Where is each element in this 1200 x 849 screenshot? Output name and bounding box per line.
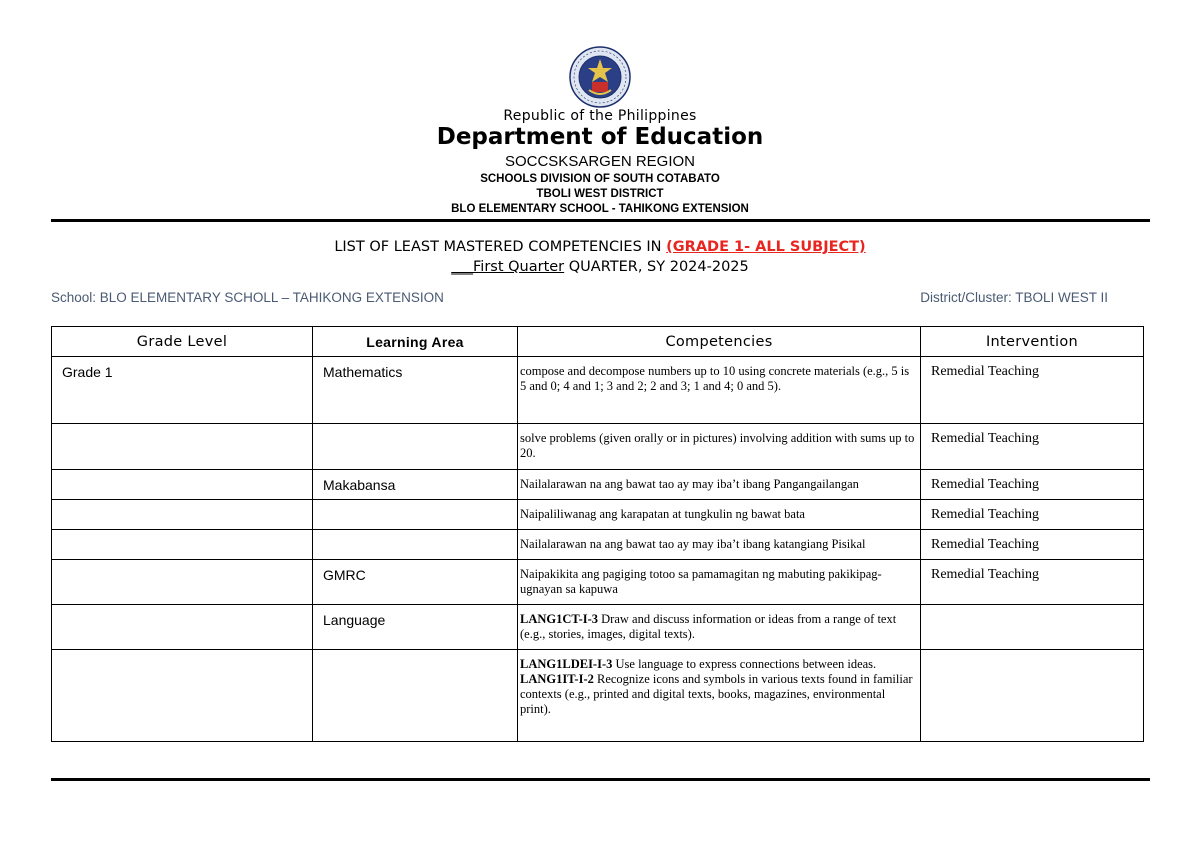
republic-line: Republic of the Philippines — [503, 108, 697, 124]
cell-competency — [518, 650, 921, 742]
header-learning-area: Learning Area — [313, 327, 518, 357]
cell-grade — [52, 650, 313, 742]
table-row — [52, 650, 1144, 742]
cell-competency — [518, 605, 921, 650]
cell-area: Mathematics — [313, 357, 518, 424]
cell-area: Language — [313, 605, 518, 650]
cell-competency: Nailalarawan na ang bawat tao ay may iba’t ibang katangiang Pisikal — [518, 530, 921, 560]
school-field: School: BLO ELEMENTARY SCHOLL – TAHIKONG EXTENSION — [51, 290, 444, 305]
quarter-line — [0, 259, 1200, 275]
district-line: TBOLI WEST DISTRICT — [536, 188, 664, 200]
cell-grade — [52, 605, 313, 650]
header-divider — [51, 219, 1150, 222]
cell-intervention: Remedial Teaching — [921, 424, 1144, 470]
competencies-table — [51, 326, 1144, 742]
cell-intervention: Remedial Teaching — [921, 560, 1144, 605]
cell-grade — [52, 530, 313, 560]
competency-code: LANG1IT-I-2 — [520, 672, 594, 686]
cell-intervention: Remedial Teaching — [921, 470, 1144, 500]
competency-text: Use language to express connections between ideas. — [612, 657, 877, 671]
quarter-suffix: QUARTER, SY 2024-2025 — [564, 259, 749, 275]
cell-grade — [52, 470, 313, 500]
cell-grade — [52, 500, 313, 530]
cell-area: Makabansa — [313, 470, 518, 500]
title-prefix: LIST OF LEAST MASTERED COMPETENCIES IN — [334, 239, 667, 255]
competency-code: LANG1CT-I-3 — [520, 612, 599, 626]
competency-code: LANG1LDEI-I-3 — [520, 657, 613, 671]
table-header-row — [52, 327, 1144, 357]
table-row — [52, 605, 1144, 650]
document-title — [0, 239, 1200, 255]
competency-text: Recognize icons and symbols in various texts found in familiar contexts (e.g., printed and digital texts, books, magazines, environmental print). — [520, 672, 913, 716]
cell-area: GMRC — [313, 560, 518, 605]
cell-intervention — [921, 605, 1144, 650]
competency-text: Draw and discuss information or ideas from a range of text (e.g., stories, images, digital texts). — [520, 612, 897, 641]
district-field: District/Cluster: TBOLI WEST II — [920, 290, 1108, 305]
title-accent: (GRADE 1- ALL SUBJECT) — [666, 239, 866, 255]
cell-grade: Grade 1 — [52, 357, 313, 424]
cell-competency: solve problems (given orally or in pictures) involving addition with sums up to 20. — [518, 424, 921, 470]
division-line: SCHOOLS DIVISION OF SOUTH COTABATO — [480, 173, 720, 185]
deped-seal-icon — [562, 46, 638, 108]
header-grade-level: Grade Level — [52, 327, 313, 357]
cell-intervention: Remedial Teaching — [921, 500, 1144, 530]
header-competencies: Competencies — [518, 327, 921, 357]
cell-grade — [52, 560, 313, 605]
cell-area — [313, 500, 518, 530]
cell-area — [313, 530, 518, 560]
cell-intervention: Remedial Teaching — [921, 357, 1144, 424]
cell-competency: Nailalarawan na ang bawat tao ay may iba’t ibang Pangangailangan — [518, 470, 921, 500]
table-row — [52, 530, 1144, 560]
cell-grade — [52, 424, 313, 470]
table-row — [52, 470, 1144, 500]
cell-intervention — [921, 650, 1144, 742]
cell-competency: Naipaliliwanag ang karapatan at tungkulin ng bawat bata — [518, 500, 921, 530]
cell-intervention: Remedial Teaching — [921, 530, 1144, 560]
header-intervention: Intervention — [921, 327, 1144, 357]
school-line: BLO ELEMENTARY SCHOOL - TAHIKONG EXTENSION — [451, 203, 749, 215]
cell-competency: compose and decompose numbers up to 10 using concrete materials (e.g., 5 is 5 and 0; 4 and 1; 3 and 2; 2 and 3; 1 and 4; 0 and 5). — [518, 357, 921, 424]
table-row — [52, 500, 1144, 530]
cell-area — [313, 650, 518, 742]
quarter-blank: ___ — [451, 259, 473, 275]
cell-competency: Naipakikita ang pagiging totoo sa pamamagitan ng mabuting pakikipag-ugnayan sa kapuwa — [518, 560, 921, 605]
footer-divider — [51, 778, 1150, 781]
table-row — [52, 560, 1144, 605]
cell-area — [313, 424, 518, 470]
department-title: Department of Education — [436, 124, 764, 150]
quarter-name: First Quarter — [473, 259, 565, 275]
region-line: SOCCSKSARGEN REGION — [504, 153, 696, 170]
table-row — [52, 424, 1144, 470]
table-row — [52, 357, 1144, 424]
